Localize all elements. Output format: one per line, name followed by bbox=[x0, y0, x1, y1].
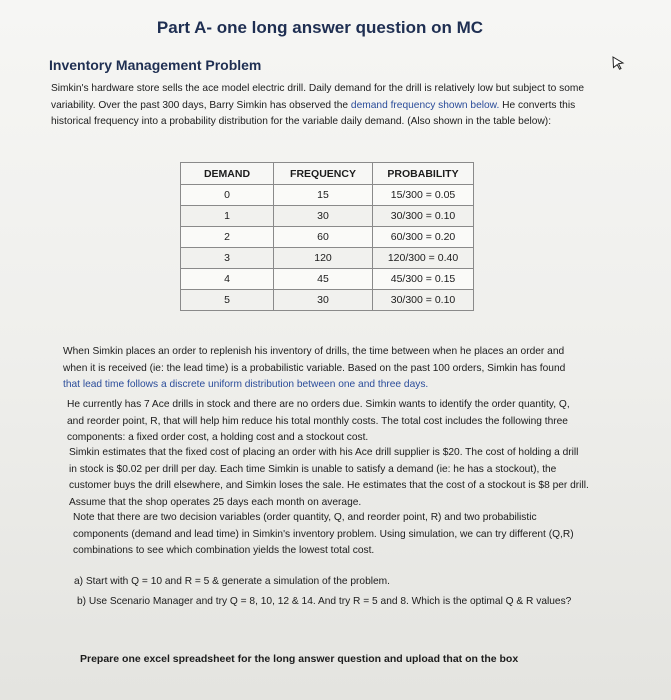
table-row bbox=[181, 206, 474, 227]
table-row bbox=[181, 248, 474, 269]
section-heading: Inventory Management Problem bbox=[49, 57, 262, 73]
table-row bbox=[181, 185, 474, 206]
mouse-cursor-icon bbox=[611, 56, 625, 70]
intro-highlight: demand frequency shown below. bbox=[350, 99, 500, 111]
table-row bbox=[181, 290, 474, 311]
table-row bbox=[181, 227, 474, 248]
submission-instruction: Prepare one excel spreadsheet for the long answer question and upload that on the box bbox=[80, 653, 519, 665]
cell-frequency: 15 bbox=[274, 185, 373, 206]
stock-paragraph: He currently has 7 Ace drills in stock and there are no orders due. Simkin wants to identify the order quantity, Q, and reorder point, R, that will help him reduce his total monthly costs. The total cost includes the following three components: a fixed order cost, a holding cost and a stockout cost. bbox=[67, 399, 570, 444]
header-frequency: FREQUENCY bbox=[274, 163, 373, 185]
question-part-a: a) Start with Q = 10 and R = 5 & generate a simulation of the problem. bbox=[74, 576, 390, 587]
cell-demand: 3 bbox=[181, 248, 274, 269]
cell-demand: 4 bbox=[181, 269, 274, 290]
cell-frequency: 120 bbox=[274, 248, 373, 269]
intro-paragraph: Simkin's hardware store sells the ace model electric drill. Daily demand for the drill is relatively low but subject to some variability. Over the past 300 days, Barry Simkin has observed the demand frequency shown below. He converts this historical frequency into a probability distribution for the variable daily demand. (Also shown in the table below): bbox=[51, 83, 585, 128]
cell-frequency: 45 bbox=[274, 269, 373, 290]
note-paragraph: Note that there are two decision variables (order quantity, Q, and reorder point, R) and two probabilistic components (demand and lead time) in Simkin's inventory problem. Using simulation, we can try different (Q,R) combinations to see which combination yields the lowest total cost. bbox=[73, 512, 574, 557]
cell-frequency: 60 bbox=[274, 227, 373, 248]
cell-probability: 120/300 = 0.40 bbox=[373, 248, 474, 269]
cell-demand: 5 bbox=[181, 290, 274, 311]
cell-frequency: 30 bbox=[274, 290, 373, 311]
lead-time-paragraph: When Simkin places an order to replenish his inventory of drills, the time between when he places an order and when it is received (ie: the lead time) is a probabilistic variable. Based on the past 100 orders, Simkin has found that lead time follows a discrete uniform distribution between one and three days. bbox=[63, 346, 566, 391]
cell-probability: 60/300 = 0.20 bbox=[373, 227, 474, 248]
cell-frequency: 30 bbox=[274, 206, 373, 227]
cell-probability: 15/300 = 0.05 bbox=[373, 185, 474, 206]
demand-distribution-table bbox=[180, 162, 474, 311]
cell-probability: 30/300 = 0.10 bbox=[373, 206, 474, 227]
cell-demand: 0 bbox=[181, 185, 274, 206]
question-part-b: b) Use Scenario Manager and try Q = 8, 10, 12 & 14. And try R = 5 and 8. Which is the optimal Q & R values? bbox=[77, 596, 572, 607]
costs-paragraph: Simkin estimates that the fixed cost of placing an order with his Ace drill supplier is $20. The cost of holding a drill in stock is $0.02 per drill per day. Each time Simkin is unable to satisfy a demand (ie: he has a stockout), the customer buys the drill elsewhere, and Simkin loses the sale. He estimates that the cost of a stockout is $8 per drill. Assume that the shop operates 25 days each month on average. bbox=[69, 447, 589, 508]
cell-demand: 2 bbox=[181, 227, 274, 248]
cell-probability: 30/300 = 0.10 bbox=[373, 290, 474, 311]
table-row bbox=[181, 269, 474, 290]
cell-demand: 1 bbox=[181, 206, 274, 227]
header-probability: PROBABILITY bbox=[373, 163, 474, 185]
page-title: Part A- one long answer question on MC bbox=[156, 18, 484, 37]
header-demand: DEMAND bbox=[181, 163, 274, 185]
cell-probability: 45/300 = 0.15 bbox=[373, 269, 474, 290]
lead-time-highlight: that lead time follows a discrete uniform distribution between one and three days. bbox=[63, 379, 429, 391]
table-header-row bbox=[181, 163, 474, 185]
